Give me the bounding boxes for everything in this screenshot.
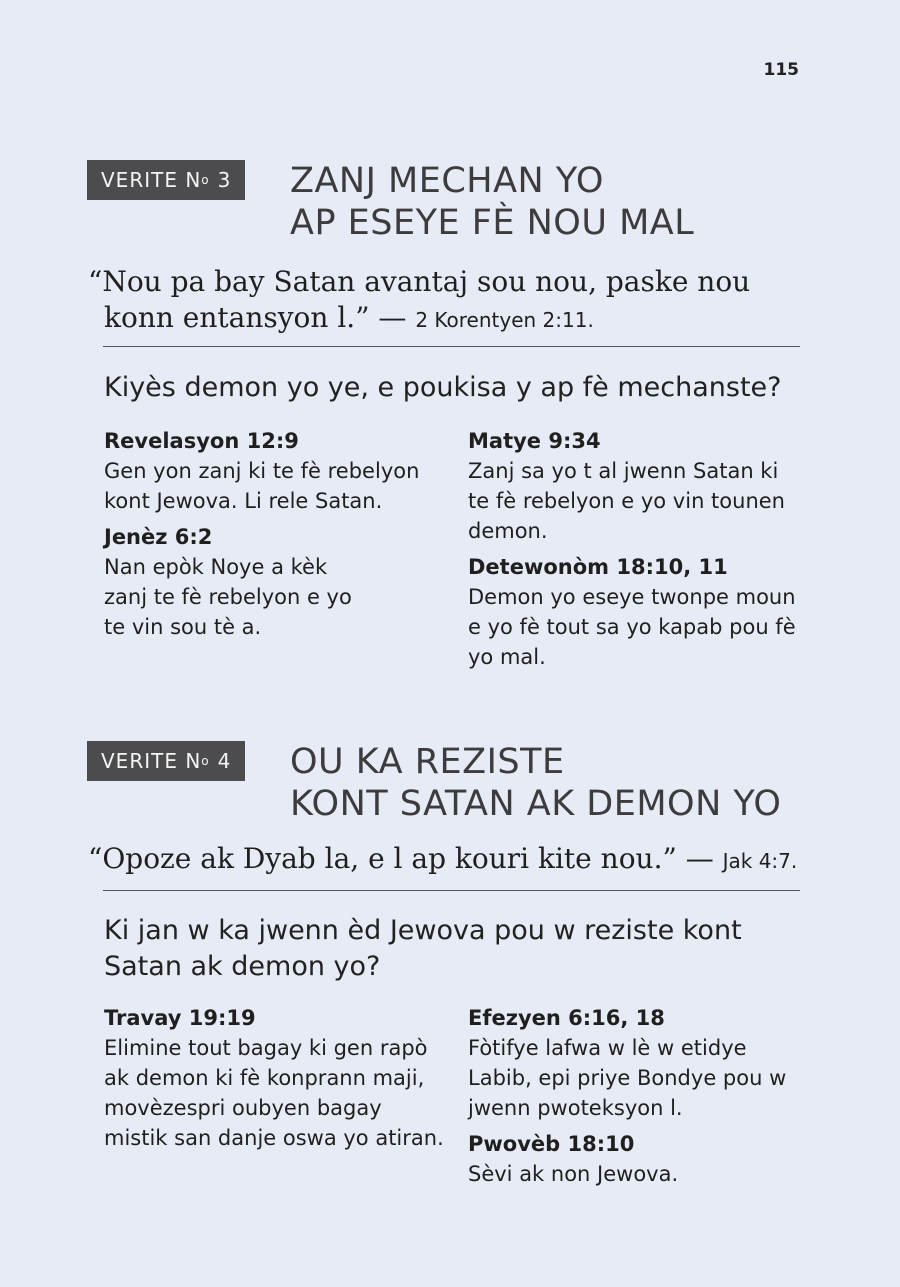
quote-text: “Opoze ak Dyab la, e l ap kouri kite nou.” —	[88, 842, 723, 875]
verse-summary: Zanj sa yo t al jwenn Satan ki te fè rebelyon e yo vin tounen demon.	[468, 459, 785, 543]
verse-reference: Jenèz 6:2	[104, 525, 213, 549]
scripture-quote	[88, 841, 800, 879]
page-number: 115	[763, 60, 799, 80]
badge-label: VERITE N	[101, 168, 202, 192]
divider-rule	[103, 890, 800, 891]
verse-reference: Matye 9:34	[468, 429, 601, 453]
title-line-2: KONT SATAN AK DEMON YO	[290, 784, 782, 824]
verse-column-right	[468, 1003, 808, 1195]
verse-reference: Travay 19:19	[104, 1006, 256, 1030]
title-line-2: AP ESEYE FÈ NOU MAL	[290, 203, 695, 243]
verse-summary: Fòtifye lafwa w lè w etidye Labib, epi priye Bondye pou w jwenn pwoteksyon l.	[468, 1036, 787, 1120]
verse-summary: Gen yon zanj ki te fè rebelyon kont Jewova. Li rele Satan.	[104, 459, 420, 513]
quote-reference: 2 Korentyen 2:11.	[415, 308, 594, 332]
verse-summary: Elimine tout bagay ki gen rapò ak demon ki fè konprann maji, movèzespri oubyen bagay mistik san danje oswa yo atiran.	[104, 1036, 444, 1150]
quote-text: “Nou pa bay Satan avantaj sou nou, paske nou konn entansyon l.” —	[88, 265, 751, 334]
study-question: Ki jan w ka jwenn èd Jewova pou w reziste kont Satan ak demon yo?	[104, 915, 742, 982]
badge-label: VERITE N	[101, 749, 202, 773]
verse-reference: Efezyen 6:16, 18	[468, 1006, 665, 1030]
scripture-quote	[88, 264, 800, 338]
verse-summary: Sèvi ak non Jewova.	[468, 1162, 679, 1186]
quote-reference: Jak 4:7.	[722, 849, 798, 873]
study-question: Kiyès demon yo ye, e poukisa y ap fè mechanste?	[104, 372, 782, 403]
verse-summary: Demon yo eseye twonpe moun e yo fè tout sa yo kapab pou fè yo mal.	[468, 585, 796, 669]
verse-summary: Nan epòk Noye a kèk zanj te fè rebelyon e yo te vin sou tè a.	[104, 555, 352, 639]
title-line-1: ZANJ MECHAN YO	[290, 161, 604, 201]
badge-number: 4	[217, 749, 232, 773]
truth-title	[290, 160, 694, 244]
truth-header	[0, 160, 900, 250]
verse-reference: Revelasyon 12:9	[104, 429, 299, 453]
badge-superscript: o	[201, 173, 210, 187]
truth-title	[290, 741, 781, 825]
badge-number: 3	[217, 168, 232, 192]
verse-column-left	[104, 1003, 444, 1159]
verse-reference: Detewonòm 18:10, 11	[468, 555, 728, 579]
truth-section-4	[0, 741, 900, 1186]
truth-header	[0, 741, 900, 831]
verse-column-right	[468, 426, 808, 678]
badge-superscript: o	[201, 754, 210, 768]
truth-badge	[87, 160, 245, 200]
verse-column-left	[104, 426, 444, 648]
title-line-1: OU KA REZISTE	[290, 742, 565, 782]
verse-reference: Pwovèb 18:10	[468, 1132, 635, 1156]
truth-badge	[87, 741, 245, 781]
divider-rule	[103, 346, 800, 347]
truth-section-3	[0, 160, 900, 669]
